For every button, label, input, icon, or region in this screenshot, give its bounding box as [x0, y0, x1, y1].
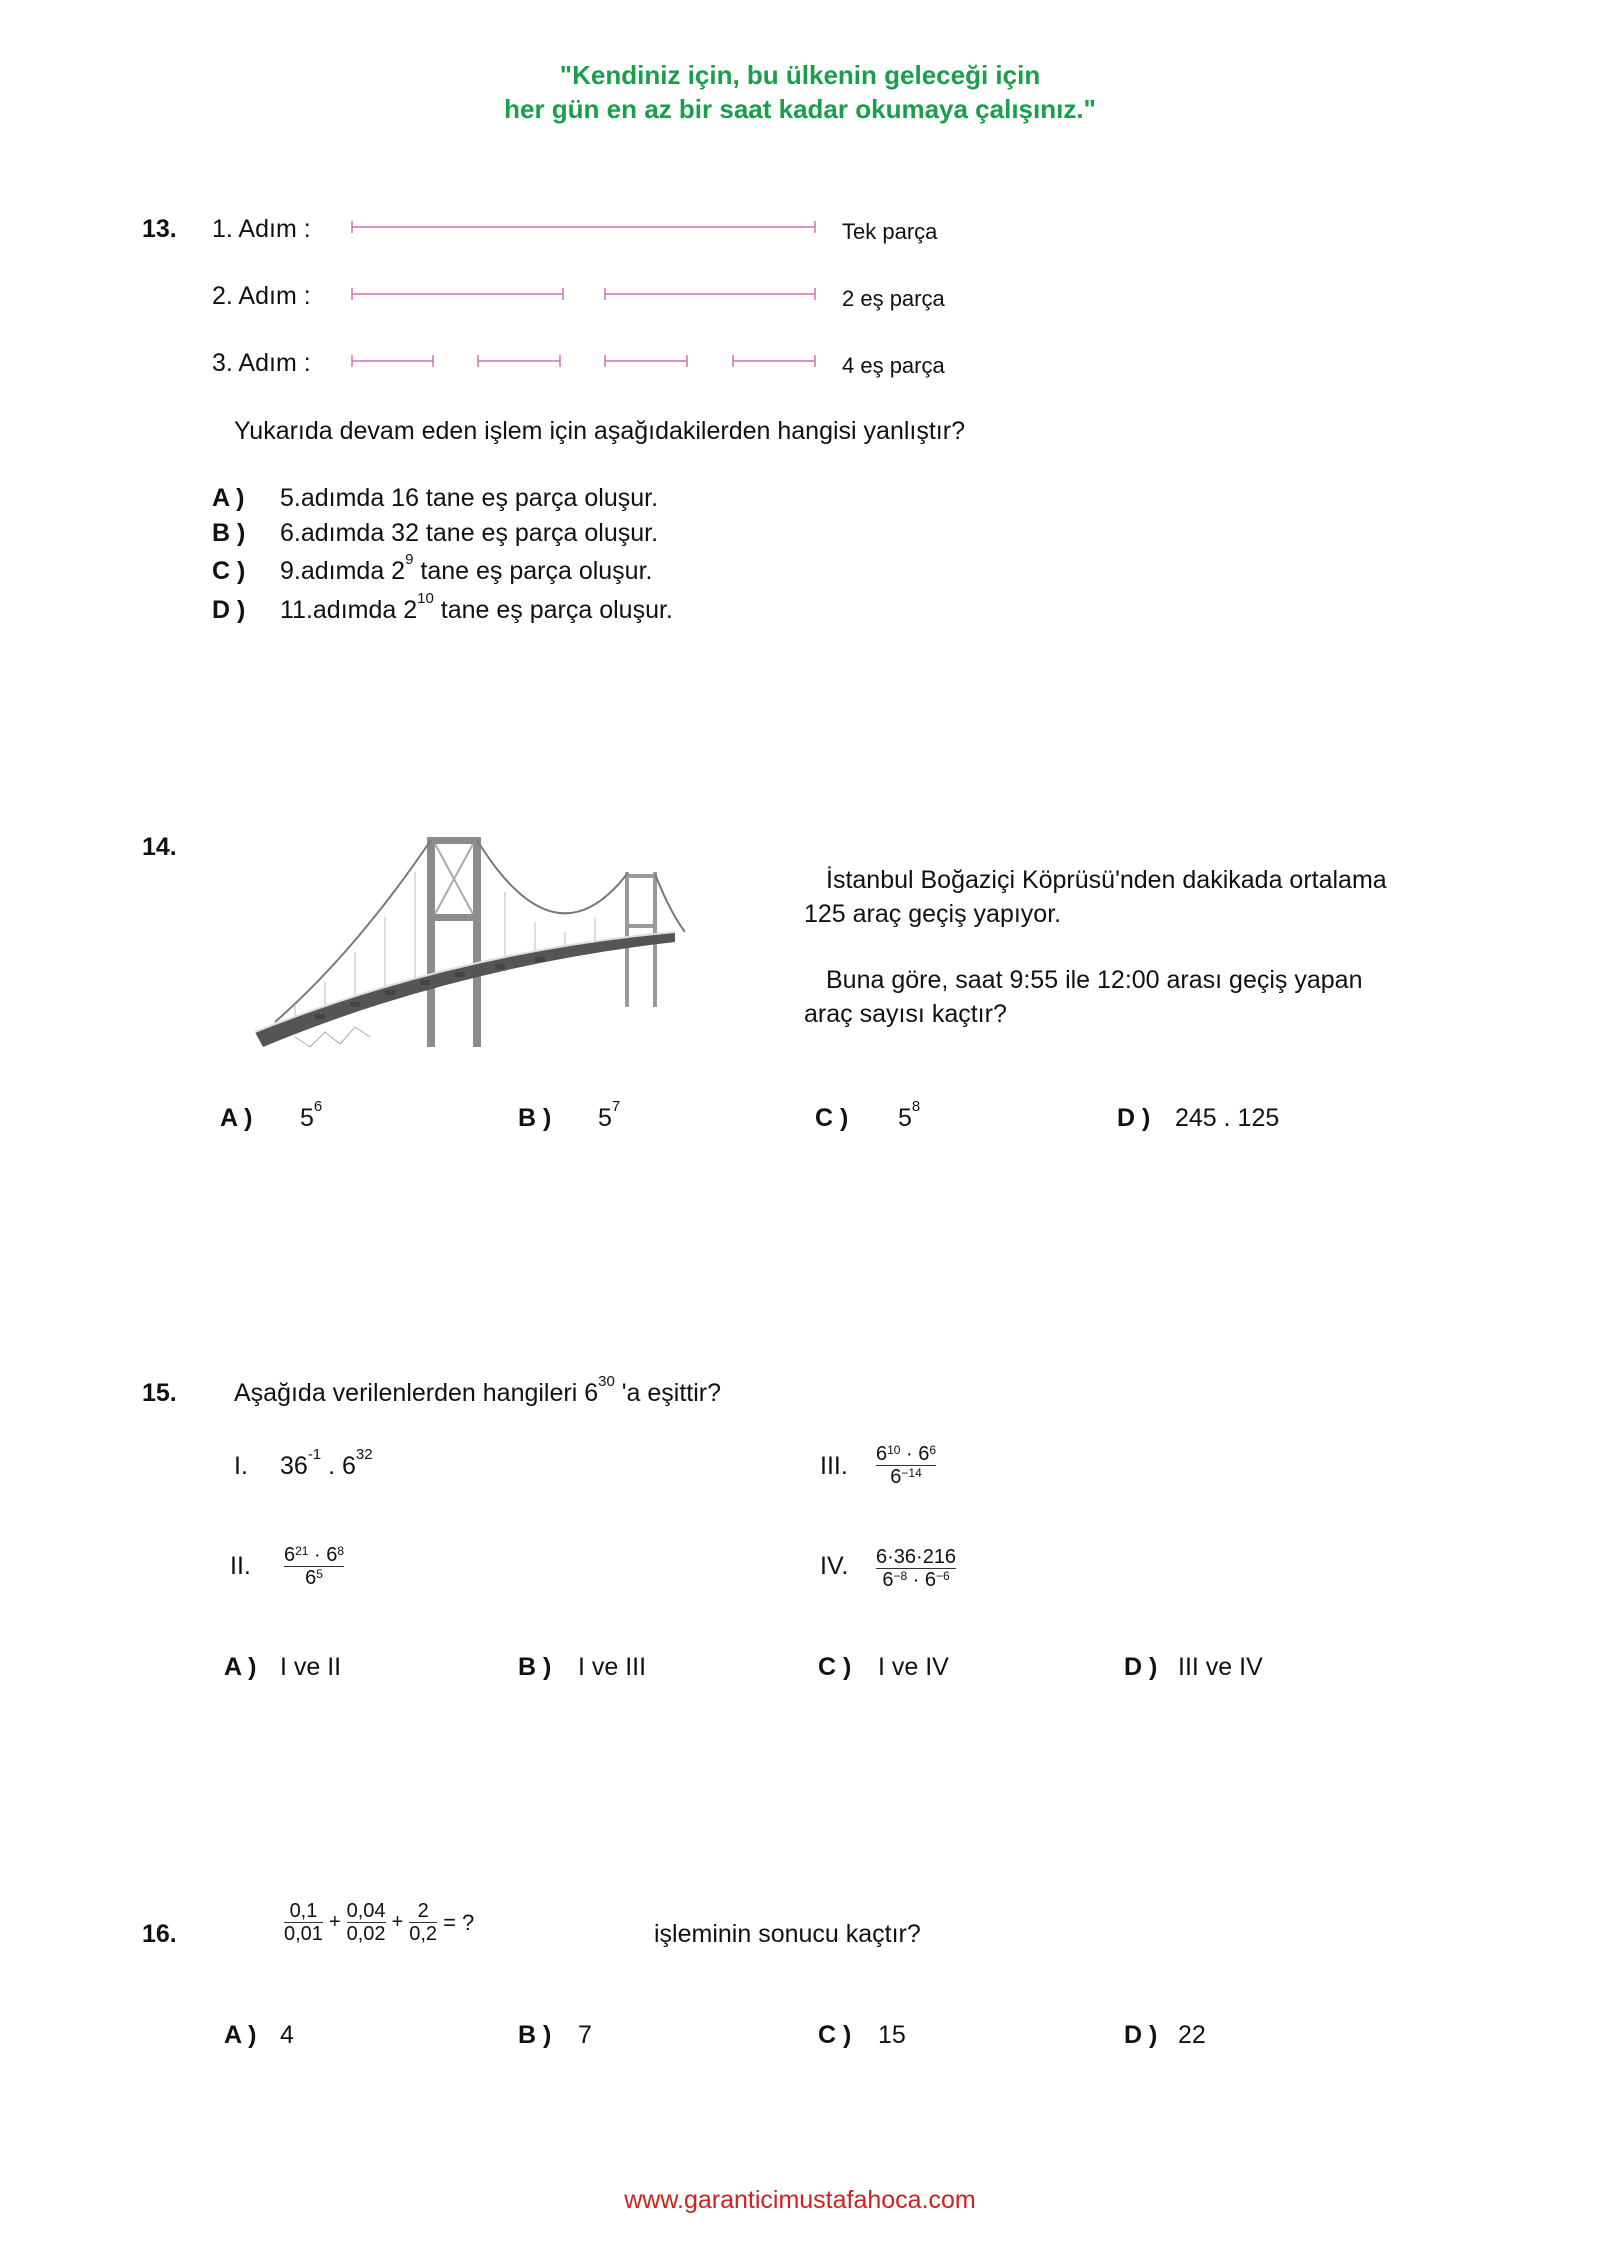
- q13-option-b-letter[interactable]: B ): [212, 519, 246, 547]
- q15-option-c-letter[interactable]: C ): [818, 1653, 852, 1681]
- footer-website-link[interactable]: www.garanticimustafahoca.com: [624, 2186, 976, 2214]
- step-1-label: 1. Adım :: [212, 215, 311, 243]
- step-1-result: Tek parça: [842, 219, 938, 244]
- q15-option-b-value[interactable]: I ve III: [578, 1653, 647, 1681]
- q13-option-c-text[interactable]: 9.adımda $2^9$ tane eş parça oluşur.: [280, 551, 653, 585]
- q13-option-a-text[interactable]: 5.adımda 16 tane eş parça oluşur.: [280, 484, 659, 512]
- step-2-label: 2. Adım :: [212, 282, 311, 310]
- q14-option-c-value[interactable]: $5^8$: [898, 1098, 921, 1132]
- q14-option-b-letter[interactable]: B ): [518, 1104, 552, 1132]
- question-14-text-2a: Buna göre, saat 9:55 ile 12:00 arası geçiş yapan: [826, 966, 1363, 994]
- q16-option-d-letter[interactable]: D ): [1124, 2021, 1158, 2049]
- q16-expression: $\frac{0,1}{0,01}$ + $\frac{0,04}{0,02}$ + $\frac{2}{0,2}$ = ?: [284, 1900, 475, 1945]
- q13-option-c-letter[interactable]: C ): [212, 557, 246, 585]
- q14-option-d-letter[interactable]: D ): [1117, 1104, 1151, 1132]
- step-2-result: 2 eş parça: [842, 286, 945, 311]
- q15-option-c-value[interactable]: I ve IV: [878, 1653, 949, 1681]
- item-i-label: I.: [234, 1452, 248, 1480]
- q14-option-c-letter[interactable]: C ): [815, 1104, 849, 1132]
- question-13-text: Yukarıda devam eden işlem için aşağıdakilerden hangisi yanlıştır?: [234, 417, 965, 445]
- suspension-bridge-illustration-icon: [255, 832, 685, 1052]
- q16-equals: = ?: [443, 1909, 475, 1935]
- question-14-text-1a: İstanbul Boğaziçi Köprüsü'nden dakikada ortalama: [826, 866, 1387, 894]
- q14-option-a-value[interactable]: $5^6$: [300, 1098, 323, 1132]
- q16-option-d-value[interactable]: 22: [1178, 2021, 1206, 2049]
- q14-option-b-value[interactable]: $5^7$: [598, 1098, 621, 1132]
- q13-option-b-text[interactable]: 6.adımda 32 tane eş parça oluşur.: [280, 519, 659, 547]
- q15-option-d-letter[interactable]: D ): [1124, 1653, 1158, 1681]
- q16-option-b-letter[interactable]: B ): [518, 2021, 552, 2049]
- step-3-segment-1: [352, 355, 433, 367]
- q15-option-a-value[interactable]: I ve II: [280, 1653, 342, 1681]
- q14-option-a-letter[interactable]: A ): [220, 1104, 253, 1132]
- q16-plus-2: +: [391, 1911, 404, 1933]
- question-16-number: 16.: [142, 1920, 177, 1948]
- q15-option-b-letter[interactable]: B ): [518, 1653, 552, 1681]
- item-ii-label: II.: [230, 1552, 251, 1580]
- question-14-text-2b: araç sayısı kaçtır?: [804, 1000, 1007, 1028]
- q13-option-a-letter[interactable]: A ): [212, 484, 245, 512]
- question-15-text: Aşağıda verilenlerden hangileri $6^{30}$ 'a eşittir?: [234, 1373, 722, 1407]
- q16-fraction-3: $\frac{2}{0,2}$: [409, 1900, 438, 1945]
- step-3-segment-4: [733, 355, 815, 367]
- q16-fraction-2: $\frac{0,04}{0,02}$: [346, 1900, 386, 1945]
- q16-option-c-value[interactable]: 15: [878, 2021, 906, 2049]
- item-iv-fraction: 6·36·216 $6^{-8} \cdot 6^{-6}$: [876, 1546, 957, 1591]
- question-16-text: işleminin sonucu kaçtır?: [654, 1920, 921, 1948]
- step-3-segment-3: [605, 355, 687, 367]
- step-1-segment: [352, 221, 815, 233]
- q13-option-d-letter[interactable]: D ): [212, 596, 246, 624]
- q14-option-d-value[interactable]: 245 . 125: [1175, 1104, 1280, 1132]
- step-3-result: 4 eş parça: [842, 353, 945, 378]
- question-14-text-1b: 125 araç geçiş yapıyor.: [804, 900, 1062, 928]
- motto-line-2: her gün en az bir saat kadar okumaya çalışınız.": [504, 94, 1096, 124]
- question-13-number: 13.: [142, 215, 177, 243]
- question-15-number: 15.: [142, 1379, 177, 1407]
- item-iii-fraction: $6^{10} \cdot 6^6$ $6^{-14}$: [876, 1443, 937, 1488]
- step-3-label: 3. Adım :: [212, 349, 311, 377]
- q13-option-d-text[interactable]: 11.adımda $2^{10}$ tane eş parça oluşur.: [280, 590, 673, 624]
- step-2-segment-2: [605, 288, 815, 300]
- q16-option-a-letter[interactable]: A ): [224, 2021, 257, 2049]
- item-ii-fraction: $6^{21} \cdot 6^8$ $6^5$: [284, 1544, 345, 1589]
- item-iv-label: IV.: [820, 1552, 849, 1580]
- question-14-number: 14.: [142, 833, 177, 861]
- q15-option-d-value[interactable]: III ve IV: [1178, 1653, 1263, 1681]
- item-iii-label: III.: [820, 1452, 848, 1480]
- q15-option-a-letter[interactable]: A ): [224, 1653, 257, 1681]
- q16-option-a-value[interactable]: 4: [280, 2021, 294, 2049]
- q16-fraction-1: $\frac{0,1}{0,01}$: [284, 1900, 323, 1945]
- step-3-segment-2: [478, 355, 560, 367]
- q16-option-b-value[interactable]: 7: [578, 2021, 592, 2049]
- q16-option-c-letter[interactable]: C ): [818, 2021, 852, 2049]
- item-i-expression: $36^{-1}$ . $6^{32}$: [280, 1446, 373, 1480]
- step-2-segment-1: [352, 288, 563, 300]
- motto-line-1: "Kendiniz için, bu ülkenin geleceği için: [559, 60, 1041, 90]
- segment-division-diagram: [345, 215, 825, 375]
